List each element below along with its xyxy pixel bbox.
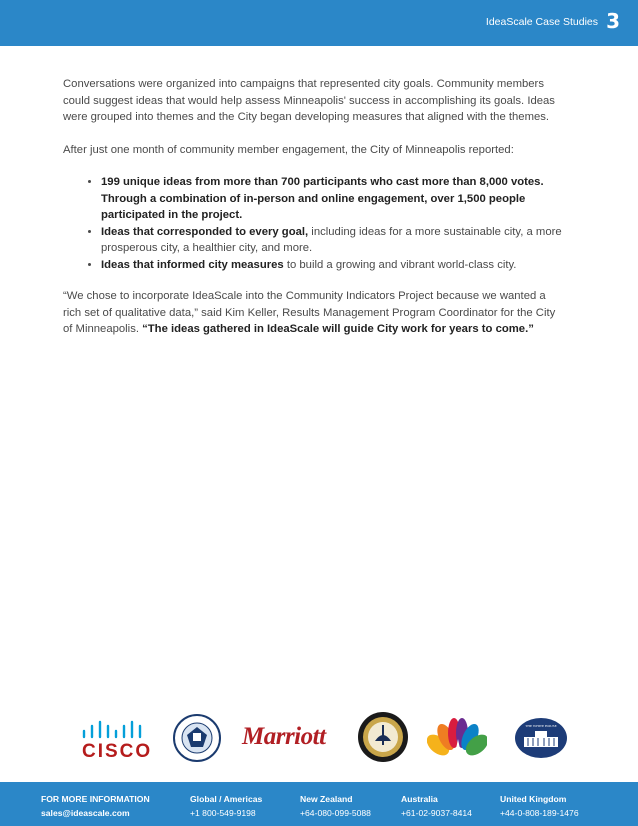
footer-info-heading: FOR MORE INFORMATION xyxy=(41,794,150,804)
paragraph-results-intro: After just one month of community member engagement, the City of Minneapolis reported: xyxy=(63,143,514,156)
footer-office-global xyxy=(190,792,262,820)
white-house-wordmark: THE WHITE HOUSE xyxy=(525,724,557,728)
bullet-text: including ideas for a more sustainable city, a more prosperous city, a healthier city, and more. xyxy=(101,225,562,254)
footer-email-link[interactable]: sales@ideascale.com xyxy=(41,808,130,818)
marriott-wordmark: Marriott xyxy=(242,723,326,750)
office-phone: +61-02-9037-8414 xyxy=(401,808,472,818)
bullet-text: to build a growing and vibrant world-class city. xyxy=(283,258,517,271)
list-item xyxy=(101,257,563,274)
results-list xyxy=(63,174,563,273)
paragraph-quote xyxy=(63,288,563,338)
quote-text: “We chose to incorporate IdeaScale into the Community Indicators Project because we wanted a rich set of qualitative data,” said Kim Keller, Results Management Program Coordinator for the City of Minneapolis. xyxy=(63,290,556,335)
bullet-bold: Ideas that corresponded to every goal, xyxy=(101,225,309,238)
office-region: Global / Americas xyxy=(190,794,263,804)
client-logos xyxy=(60,705,600,775)
cisco-wordmark: CISCO xyxy=(82,741,153,762)
paragraph-campaigns: Conversations were organized into campaigns that represented city goals. Community members could suggest ideas that would help assess Minneapolis' success in accomplishing its goals. Ideas were grouped into themes and the City began developing measures that aligned with the themes. xyxy=(63,78,555,123)
cisco-logo xyxy=(80,719,153,765)
office-region: Australia xyxy=(401,794,438,804)
quote-highlight: “The ideas gathered in IdeaScale will guide City work for years to come.” xyxy=(142,323,534,335)
nbc-logo xyxy=(427,715,487,766)
white-house-logo xyxy=(514,717,568,764)
footer-bar xyxy=(0,782,638,826)
dhs-seal-logo xyxy=(172,713,222,768)
office-phone: +1 800-549-9198 xyxy=(190,808,256,818)
dhs-seal-icon xyxy=(172,713,222,763)
header-bar xyxy=(0,0,638,46)
navy-seal-icon xyxy=(357,711,409,763)
header-title: IdeaScale Case Studies xyxy=(485,16,598,28)
page-number: 3 xyxy=(606,9,620,33)
office-region: United Kingdom xyxy=(500,794,567,804)
list-item xyxy=(101,174,563,224)
office-phone: +44-0-808-189-1476 xyxy=(500,808,579,818)
marriott-logo xyxy=(242,723,326,751)
footer-office-united-kingdom xyxy=(500,792,579,820)
list-item xyxy=(101,224,563,257)
bullet-bold: 199 unique ideas from more than 700 participants who cast more than 8,000 votes. Through a combination of in-person and online engagement, over 1,500 people participated in the project. xyxy=(101,176,544,221)
navy-seal-logo xyxy=(357,711,409,768)
bullet-bold: Ideas that informed city measures xyxy=(101,258,284,271)
office-region: New Zealand xyxy=(300,794,353,804)
footer-office-new-zealand xyxy=(300,792,371,820)
office-phone: +64-080-099-5088 xyxy=(300,808,371,818)
footer-office-australia xyxy=(401,792,472,820)
case-study-content xyxy=(63,76,563,354)
footer-info xyxy=(41,792,150,820)
nbc-peacock-icon xyxy=(427,715,487,761)
